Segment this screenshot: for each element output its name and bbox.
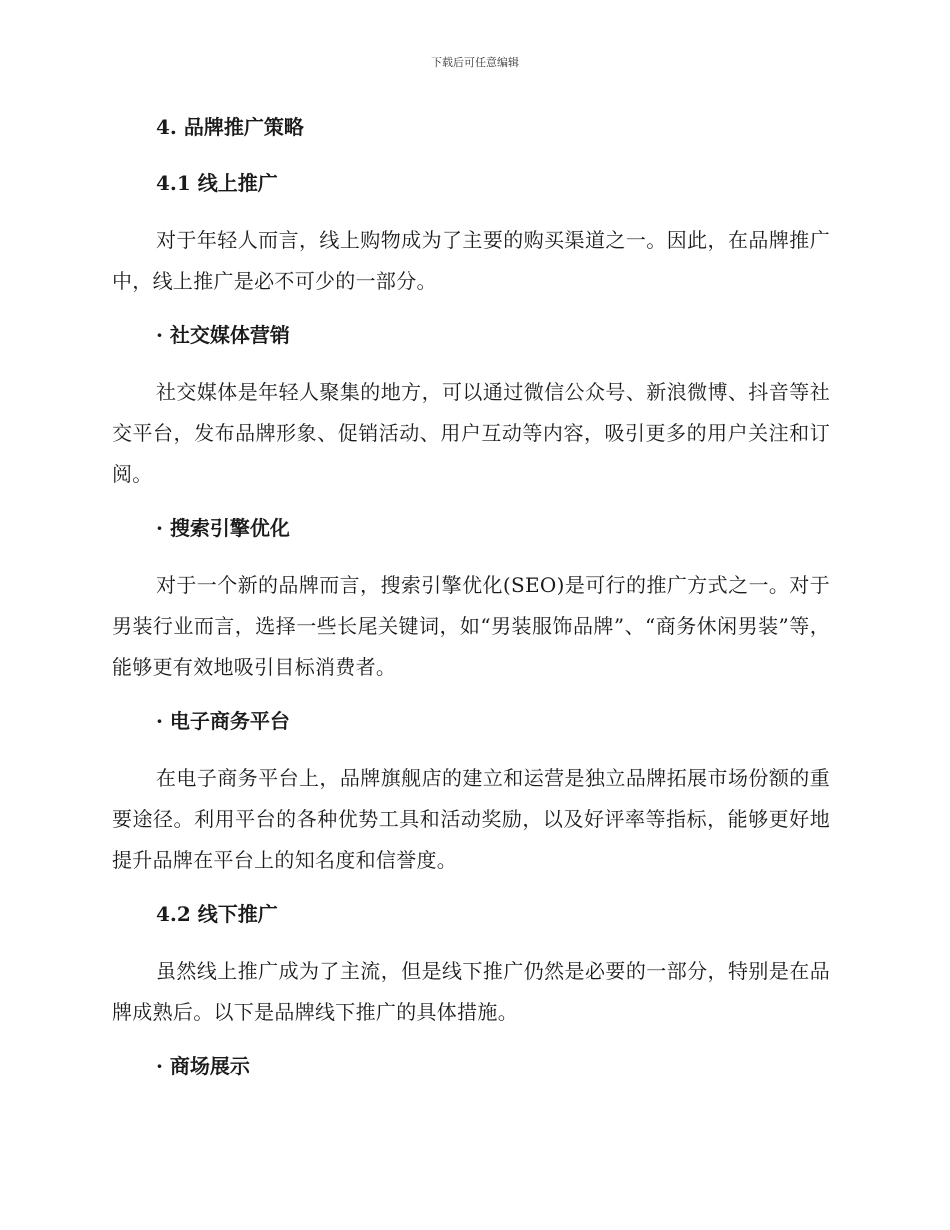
section-4-2-paragraph: 虽然线上推广成为了主流，但是线下推广仍然是必要的一部分，特别是在品牌成熟后。以下是品牌线下推广的具体措施。 — [112, 959, 830, 1024]
section-4-heading: 4. 品牌推广策略 — [156, 115, 304, 139]
section-4-1-heading: 4.1 线上推广 — [156, 171, 278, 195]
section-4-1-paragraph: 对于年轻人而言，线上购物成为了主要的购买渠道之一。因此，在品牌推广中，线上推广是必不可少的一部分。 — [112, 228, 830, 293]
social-media-paragraph: 社交媒体是年轻人聚集的地方，可以通过微信公众号、新浪微博、抖音等社交平台，发布品牌形象、促销活动、用户互动等内容，吸引更多的用户关注和订阅。 — [112, 380, 830, 486]
social-media-heading: · 社交媒体营销 — [156, 323, 290, 347]
ecommerce-paragraph: 在电子商务平台上，品牌旗舰店的建立和运营是独立品牌拓展市场份额的重要途径。利用平台的各种优势工具和活动奖励，以及好评率等指标，能够更好地提升品牌在平台上的知名度和信誉度。 — [112, 766, 830, 872]
document-body — [112, 108, 830, 1103]
seo-paragraph: 对于一个新的品牌而言，搜索引擎优化(SEO)是可行的推广方式之一。对于男装行业而言，选择一些长尾关键词，如“男装服饰品牌”、“商务休闲男装”等，能够更有效地吸引目标消费者。 — [112, 573, 830, 679]
seo-heading: · 搜索引擎优化 — [156, 516, 290, 540]
ecommerce-heading: · 电子商务平台 — [156, 709, 290, 733]
section-4-2-heading: 4.2 线下推广 — [156, 902, 278, 926]
header-note: 下载后可任意编辑 — [431, 56, 519, 69]
mall-display-heading: · 商场展示 — [156, 1054, 250, 1078]
